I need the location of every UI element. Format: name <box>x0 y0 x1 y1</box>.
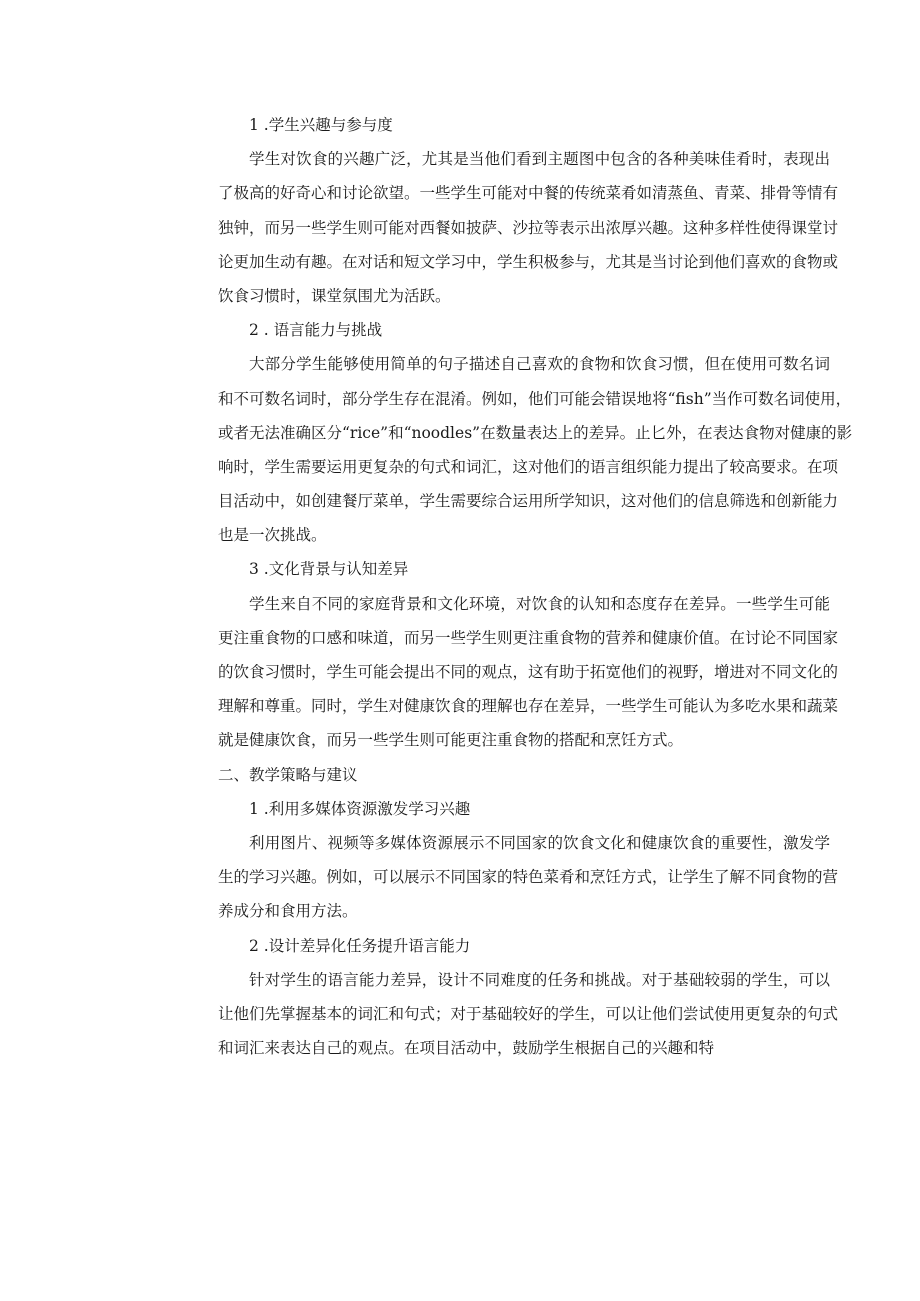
paragraph-line: 就是健康饮食，而另一些学生则可能更注重食物的搭配和烹饪方式。 <box>218 731 684 750</box>
paragraph-line: 利用图片、视频等多媒体资源展示不同国家的饮食文化和健康饮食的重要性，激发学 <box>249 833 830 852</box>
section-heading: 1 .学生兴趣与参与度 <box>249 116 393 134</box>
paragraph-line: 大部分学生能够使用简单的句子描述自己喜欢的食物和饮食习惯，但在使用可数名词 <box>249 355 830 374</box>
paragraph-line: 响时，学生需要运用更复杂的句式和词汇，这对他们的语言组织能力提出了较高要求。在项 <box>218 457 839 476</box>
paragraph-line: 学生对饮食的兴趣广泛，尤其是当他们看到主题图中包含的各种美味佳肴时，表现出 <box>249 150 830 169</box>
paragraph-line: 更注重食物的口感和味道，而另一些学生则更注重食物的营养和健康价值。在讨论不同国家 <box>218 628 839 647</box>
paragraph-line: 和词汇来表达自己的观点。在项目活动中，鼓励学生根据自己的兴趣和特 <box>218 1039 715 1058</box>
section-heading: 1 .利用多媒体资源激发学习兴趣 <box>249 799 471 818</box>
paragraph-line: 独钟，而另一些学生则可能对西餐如披萨、沙拉等表示出浓厚兴趣。这种多样性使得课堂讨 <box>218 218 839 237</box>
section-heading: 3 .文化背景与认知差异 <box>249 560 409 579</box>
paragraph-line: 了极高的好奇心和讨论欲望。一些学生可能对中餐的传统菜肴如清蒸鱼、青菜、排骨等情有 <box>218 184 839 203</box>
paragraph-line: 针对学生的语言能力差异，设计不同难度的任务和挑战。对于基础较弱的学生，可以 <box>249 970 830 989</box>
section-heading: 2 .设计差异化任务提升语言能力 <box>249 936 471 955</box>
part-title: 二、教学策略与建议 <box>218 765 358 784</box>
paragraph-line: 理解和尊重。同时，学生对健康饮食的理解也存在差异，一些学生可能认为多吃水果和蔬菜 <box>218 697 839 716</box>
paragraph-line: 生的学习兴趣。例如，可以展示不同国家的特色菜肴和烹饪方式，让学生了解不同食物的营 <box>218 868 839 887</box>
paragraph-line: 目活动中，如创建餐厅菜单，学生需要综合运用所学知识，这对他们的信息筛选和创新能力 <box>218 492 839 511</box>
paragraph-line: 饮食习惯时，课堂氛围尤为活跃。 <box>218 286 451 305</box>
section-heading: 2 . 语言能力与挑战 <box>249 321 383 340</box>
paragraph-line: 让他们先掌握基本的词汇和句式；对于基础较好的学生，可以让他们尝试使用更复杂的句式 <box>218 1004 839 1023</box>
paragraph-line: 养成分和食用方法。 <box>218 902 358 921</box>
document-body <box>218 108 853 1065</box>
paragraph-line: 和不可数名词时，部分学生存在混淆。例如，他们可能会错误地将“fish”当作可数名词使用， <box>218 389 852 408</box>
paragraph-line: 的饮食习惯时，学生可能会提出不同的观点，这有助于拓宽他们的视野，增进对不同文化的 <box>218 663 839 681</box>
paragraph-line: 论更加生动有趣。在对话和短文学习中，学生积极参与，尤其是当讨论到他们喜欢的食物或 <box>218 252 839 271</box>
paragraph-line: 或者无法准确区分“rice”和“noodles”在数量表达上的差异。止匕外，在表达食物对健康的影 <box>218 423 853 442</box>
paragraph-line: 学生来自不同的家庭背景和文化环境，对饮食的认知和态度存在差异。一些学生可能 <box>249 594 830 613</box>
paragraph-line: 也是一次挑战。 <box>218 526 327 545</box>
